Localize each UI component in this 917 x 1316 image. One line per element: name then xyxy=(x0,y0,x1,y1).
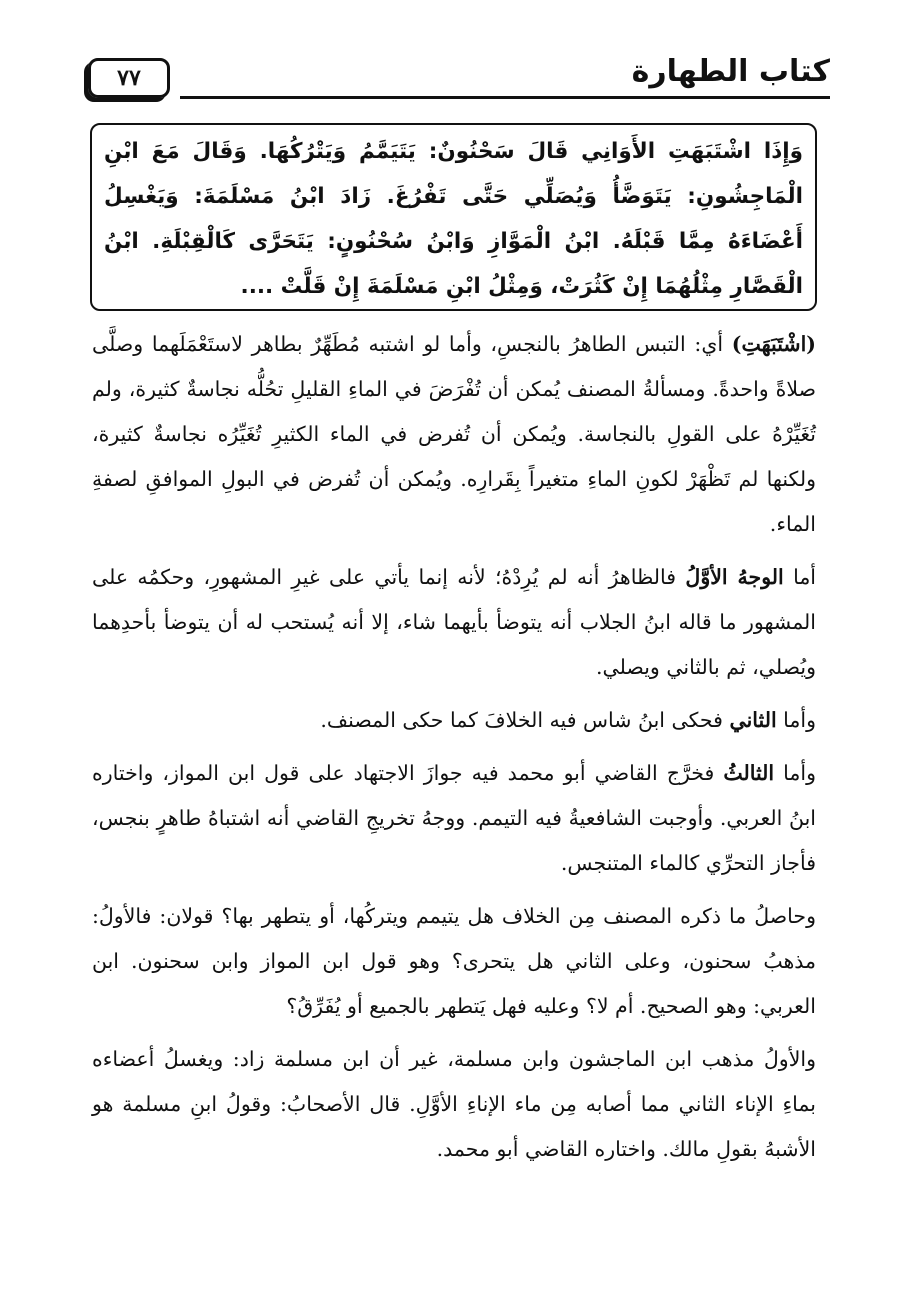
paragraph-1-text: أي: التبس الطاهرُ بالنجسِ، وأما لو اشتبه مُطَهِّرٌ بطاهر لاستَعْمَلَهما وصلَّى صلاةً واحدةً. ومسألةُ المصنف يُمكن أن تُفْرَضَ في الماءِ القليلِ تحُلُّه نجاسةٌ كثيرة، ولم تُغَيِّرْهُ على القولِ بالنجاسة. ويُمكن أن تُفرض في الماء الكثيرِ تُغَيِّرُه نجاسةٌ كثيرة، ولكنها لم تَظْهَرْ لكونِ الماءِ متغيراً بِقَرارِه. ويُمكن أن تُفرض في البولِ الموافقِ لصفةِ الماء. xyxy=(92,332,816,536)
keyword-second-aspect: الثاني xyxy=(729,708,777,732)
paragraph-3-lead: وأما xyxy=(776,708,816,732)
paragraph-4-text: فخرَّج القاضي أبو محمد فيه جوازَ الاجتهاد على قول ابن المواز، واختاره ابنُ العربي. وأوجبت الشافعيةُ فيه التيمم. ووجهُ تخريجِ القاضي أنه اشتباهُ طاهرٍ بنجس، فأجاز التحرِّي كالماء المتنجس. xyxy=(92,761,816,875)
page-number: ٧٧ xyxy=(117,65,141,91)
commentary-paragraph-1 xyxy=(92,322,816,547)
paragraph-4-lead: وأما xyxy=(774,761,816,785)
header-rule xyxy=(180,96,830,99)
keyword-first-aspect: الوجهُ الأوَّلُ xyxy=(685,565,784,589)
commentary-paragraph-2 xyxy=(92,555,816,690)
commentary-paragraph-5: وحاصلُ ما ذكره المصنف مِن الخلاف هل يتيمم ويتركُها، أو يتطهر بها؟ قولان: فالأولُ: مذهبُ سحنون، وعلى الثاني هل يتحرى؟ وهو قول ابن المواز وابن سحنون. ابن العربي: وهو الصحيح. أم لا؟ وعليه فهل يَتطهر بالجميع أو يُفَرِّقُ؟ xyxy=(92,904,816,1018)
page-header xyxy=(88,52,830,104)
commentary-paragraph-6: والأولُ مذهب ابن الماجشون وابن مسلمة، غير أن ابن مسلمة زاد: ويغسلُ أعضاءه بماءِ الإناء الثاني مما أصابه مِن ماء الإناءِ الأوَّلِ. قال الأصحابُ: وقولُ ابنِ مسلمة هو الأشبهُ بقولِ مالك. واختاره القاضي أبو محمد. xyxy=(92,1047,816,1161)
paragraph-3-text: فحكى ابنُ شاس فيه الخلافَ كما حكى المصنف. xyxy=(320,708,730,732)
commentary-paragraph-3 xyxy=(92,698,816,743)
matn-text: وَإِذَا اشْتَبَهَتِ الأَوَانِي قَالَ سَحْنُونٌ: يَتَيَمَّمُ وَيَتْرُكُهَا. وَقَالَ مَعَ ابْنِ الْمَاجِشُونِ: يَتَوَضَّأُ وَيُصَلِّي حَتَّى تَفْرُغَ. زَادَ ابْنُ مَسْلَمَةَ: وَيَغْسِلُ أَعْضَاءَهُ مِمَّا قَبْلَهُ. ابْنُ الْمَوَّازِ وَابْنُ سُحْنُونٍ: يَتَحَرَّى كَالْقِبْلَةِ. ابْنُ الْقَصَّارِ مِثْلُهُمَا إِنْ كَثُرَتْ، وَمِثْلُ ابْنِ مَسْلَمَةَ إِنْ قَلَّتْ .... xyxy=(104,139,803,299)
commentary-body xyxy=(92,322,816,1180)
keyword-ishtabahat: (اشْتَبَهَتِ) xyxy=(731,332,816,356)
book-title: كتاب الطهارة xyxy=(631,54,830,89)
matn-box xyxy=(90,123,817,311)
commentary-paragraph-4 xyxy=(92,751,816,886)
page-number-box xyxy=(88,58,170,98)
paragraph-2-lead: أما xyxy=(783,565,816,589)
keyword-third-aspect: الثالثُ xyxy=(723,761,775,785)
paragraph-2-text: فالظاهرُ أنه لم يُرِدْهُ؛ لأنه إنما يأتي على غيرِ المشهورِ، وحكمُه على المشهور ما قاله ابنُ الجلاب أنه يتوضأ بأيهما شاء، إلا أنه يُستحب له أن يتوضأ بأحدِهما ويُصلي، ثم بالثاني ويصلي. xyxy=(92,565,816,679)
